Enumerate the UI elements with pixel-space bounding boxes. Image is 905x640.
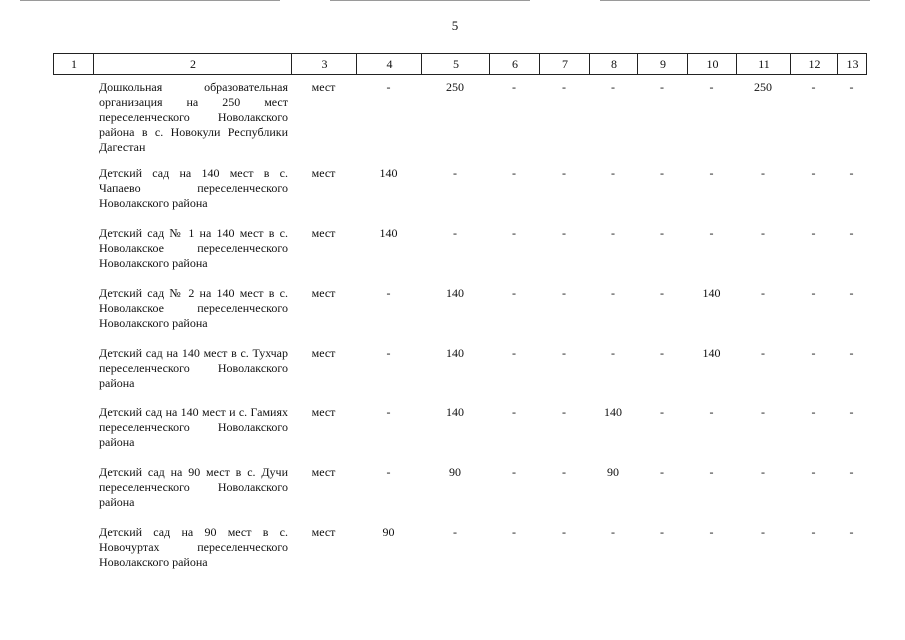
scan-edge-line (20, 0, 280, 1)
value-cell-col-5: 140 (446, 346, 464, 360)
value-cell-col-7: - (562, 166, 566, 180)
value-cell-col-12: - (811, 166, 816, 180)
facility-name: Детский сад на 140 мест в с. Тухчар переселенческого Новолакского района (99, 346, 288, 390)
value-cell-col-6: - (512, 166, 516, 180)
value-cell-col-12: - (811, 405, 816, 419)
value-cell-col-10: - (709, 80, 714, 94)
value-cell-col-9: - (660, 525, 664, 539)
value-cell-col-8: 140 (604, 405, 622, 419)
header-column-divider (790, 54, 791, 74)
value-cell-col-9: - (660, 226, 664, 240)
header-cell-col-7: 7 (562, 57, 568, 71)
unit-cell: мест (311, 226, 336, 240)
value-cell-col-8: - (611, 226, 615, 240)
page-number: 5 (451, 18, 459, 33)
header-cell-col-10: 10 (706, 57, 719, 71)
value-cell-col-4: 90 (382, 525, 395, 539)
facility-name: Детский сад на 140 мест и с. Гамиях переселенческого Новолакского района (99, 405, 288, 449)
value-cell-col-7: - (562, 465, 566, 479)
header-cell-col-5: 5 (453, 57, 459, 71)
value-cell-col-6: - (512, 465, 516, 479)
value-cell-col-6: - (512, 80, 516, 94)
scan-edge-line (330, 0, 530, 1)
header-column-divider (93, 54, 94, 74)
value-cell-col-8: - (611, 80, 615, 94)
header-column-divider (837, 54, 838, 74)
value-cell-col-10: 140 (702, 346, 721, 360)
facility-name: Детский сад на 90 мест в с. Дучи переселенческого Новолакского района (99, 465, 288, 509)
value-cell-col-13: - (849, 80, 854, 94)
header-cell-col-3: 3 (321, 57, 328, 71)
unit-cell: мест (311, 465, 336, 479)
value-cell-col-10: 140 (702, 286, 721, 300)
value-cell-col-4: 140 (379, 226, 398, 240)
header-column-divider (539, 54, 540, 74)
value-cell-col-4: - (386, 346, 391, 360)
value-cell-col-6: - (512, 405, 516, 419)
scan-edge-line (600, 0, 870, 1)
value-cell-col-13: - (849, 465, 854, 479)
header-column-divider (421, 54, 422, 74)
value-cell-col-7: - (562, 80, 566, 94)
value-cell-col-13: - (849, 346, 854, 360)
value-cell-col-10: - (709, 226, 714, 240)
value-cell-col-9: - (660, 80, 664, 94)
header-cell-col-12: 12 (808, 57, 821, 71)
value-cell-col-9: - (660, 286, 664, 300)
value-cell-col-5: 90 (449, 465, 461, 479)
value-cell-col-5: - (453, 166, 457, 180)
value-cell-col-10: - (709, 166, 714, 180)
header-cell-col-13: 13 (846, 57, 859, 71)
header-column-divider (589, 54, 590, 74)
value-cell-col-5: - (453, 226, 457, 240)
header-column-divider (637, 54, 638, 74)
table-header-row (53, 53, 867, 75)
value-cell-col-4: - (386, 286, 391, 300)
value-cell-col-7: - (562, 346, 566, 360)
header-column-divider (489, 54, 490, 74)
value-cell-col-12: - (811, 346, 816, 360)
value-cell-col-11: - (761, 286, 765, 300)
value-cell-col-9: - (660, 405, 664, 419)
value-cell-col-9: - (660, 465, 664, 479)
value-cell-col-12: - (811, 286, 816, 300)
value-cell-col-11: - (761, 166, 765, 180)
value-cell-col-9: - (660, 166, 664, 180)
value-cell-col-7: - (562, 405, 566, 419)
header-column-divider (356, 54, 357, 74)
value-cell-col-6: - (512, 286, 516, 300)
value-cell-col-7: - (562, 226, 566, 240)
value-cell-col-7: - (562, 286, 566, 300)
header-cell-col-8: 8 (611, 57, 617, 71)
header-cell-col-2: 2 (190, 57, 196, 71)
value-cell-col-13: - (849, 226, 854, 240)
value-cell-col-10: - (709, 525, 714, 539)
header-cell-col-1: 1 (71, 57, 77, 71)
value-cell-col-6: - (512, 226, 516, 240)
value-cell-col-8: - (611, 346, 615, 360)
value-cell-col-12: - (811, 80, 816, 94)
header-cell-col-9: 9 (660, 57, 666, 71)
value-cell-col-5: - (453, 525, 457, 539)
value-cell-col-11: 250 (754, 80, 772, 94)
unit-cell: мест (311, 80, 336, 94)
value-cell-col-11: - (761, 525, 765, 539)
value-cell-col-13: - (849, 405, 854, 419)
value-cell-col-6: - (512, 525, 516, 539)
value-cell-col-5: 250 (446, 80, 464, 94)
value-cell-col-8: - (611, 166, 615, 180)
value-cell-col-8: - (611, 286, 615, 300)
unit-cell: мест (311, 166, 336, 180)
value-cell-col-12: - (811, 525, 816, 539)
value-cell-col-7: - (562, 525, 566, 539)
unit-cell: мест (311, 286, 336, 300)
value-cell-col-11: - (761, 405, 765, 419)
value-cell-col-4: - (386, 80, 391, 94)
unit-cell: мест (311, 405, 336, 419)
value-cell-col-5: 140 (446, 405, 464, 419)
value-cell-col-11: - (761, 346, 765, 360)
facility-name: Детский сад № 1 на 140 мест в с. Новолакское переселенческого Новолакского района (99, 226, 288, 270)
value-cell-col-11: - (761, 465, 765, 479)
value-cell-col-4: - (386, 405, 391, 419)
header-cell-col-4: 4 (386, 57, 393, 71)
value-cell-col-6: - (512, 346, 516, 360)
header-column-divider (736, 54, 737, 74)
unit-cell: мест (311, 525, 336, 539)
facility-name: Дошкольная образовательная организация на 250 мест переселенческого Новолакского района в с. Новокули Республики Дагестан (99, 80, 288, 154)
value-cell-col-5: 140 (446, 286, 464, 300)
value-cell-col-12: - (811, 226, 816, 240)
value-cell-col-11: - (761, 226, 765, 240)
header-cell-col-11: 11 (758, 57, 770, 71)
value-cell-col-4: - (386, 465, 391, 479)
value-cell-col-13: - (849, 166, 854, 180)
value-cell-col-4: 140 (379, 166, 398, 180)
header-column-divider (687, 54, 688, 74)
header-column-divider (291, 54, 292, 74)
value-cell-col-13: - (849, 525, 854, 539)
unit-cell: мест (311, 346, 336, 360)
facility-name: Детский сад на 90 мест в с. Новочуртах переселенческого Новолакского района (99, 525, 288, 569)
value-cell-col-12: - (811, 465, 816, 479)
facility-name: Детский сад № 2 на 140 мест в с. Новолакское переселенческого Новолакского района (99, 286, 288, 330)
value-cell-col-10: - (709, 465, 714, 479)
value-cell-col-9: - (660, 346, 664, 360)
facility-name: Детский сад на 140 мест в с. Чапаево переселенческого Новолакского района (99, 166, 288, 210)
value-cell-col-8: 90 (607, 465, 619, 479)
value-cell-col-8: - (611, 525, 615, 539)
header-cell-col-6: 6 (512, 57, 518, 71)
value-cell-col-13: - (849, 286, 854, 300)
value-cell-col-10: - (709, 405, 714, 419)
